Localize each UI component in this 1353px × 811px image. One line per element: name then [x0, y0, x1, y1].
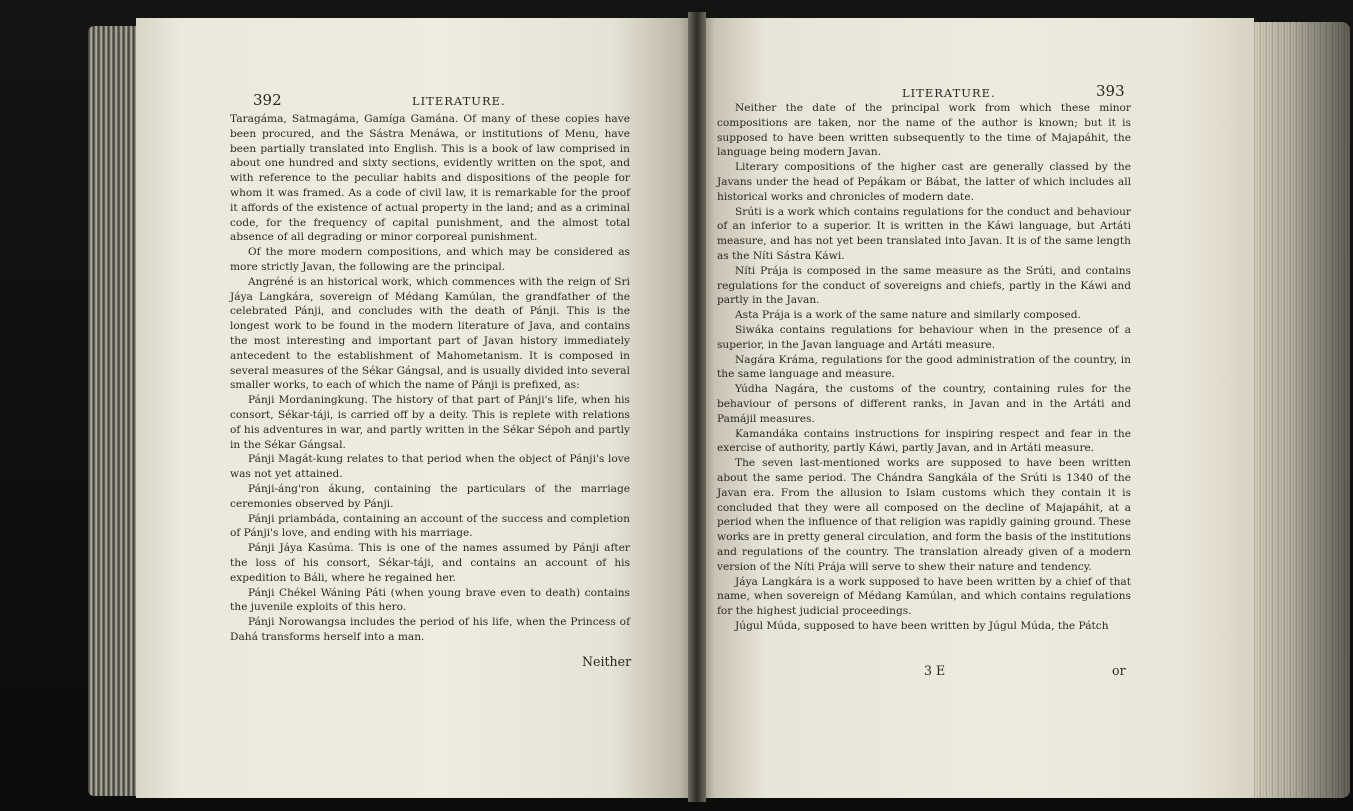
paragraph: Siwáka contains regulations for behaviour when in the presence of a superior, in the Javan language and Artáti measure. [717, 323, 1131, 351]
paragraph: Yúdha Nagára, the customs of the country, containing rules for the behaviour of persons of different ranks, in Javan and in the Artáti and Pamájil measures. [717, 383, 1131, 425]
paragraph: Srúti is a work which contains regulations for the conduct and behaviour of an inferior to a superior. It is written in the Káwi language, but Artáti measure, and has not yet been translated into Javan. It is of the same length as the Níti Sástra Káwi. [717, 205, 1131, 262]
paragraph: Pánji Jáya Kasúma. This is one of the names assumed by Pánji after the loss of his consort, Sékar-táji, and contains an account of his expedition to Báli, where he regained her. [230, 542, 630, 584]
paragraph: Pánji priambáda, containing an account of the success and completion of Pánji's love, and ending with his marriage. [230, 512, 630, 540]
paragraph: Júgul Múda, supposed to have been written by Júgul Múda, the Pátch [735, 619, 1109, 632]
paragraph: Neither the date of the principal work from which these minor compositions are taken, nor the name of the author is known; but it is supposed to have been written subsequently to the time of Majapáhit, the language being modern Javan. [717, 102, 1131, 159]
right-page-text [717, 101, 1131, 634]
right-signature-mark: 3 E [924, 663, 946, 678]
paragraph: Taragáma, Satmagáma, Gamíga Gamána. Of many of these copies have been procured, and the Sástra Menáwa, or institutions of Menu, have been partially translated into English. This is a book of law comprised in about one hundred and sixty sections, evidently written on the spot, and with reference to the peculiar habits and dispositions of the people for whom it was framed. As a code of civil law, it is remarkable for the proof it affords of the existence of actual property in the land; and as a criminal code, for the frequency of capital punishment, and the almost total absence of all degrading or minor corporeal punishment. [230, 113, 630, 244]
right-page-number: 393 [1096, 82, 1125, 100]
left-page-number: 392 [253, 91, 282, 109]
right-catchword: or [1112, 663, 1126, 678]
paragraph: Jáya Langkára is a work supposed to have been written by a chief of that name, when sovereign of Médang Kamúlan, and which contains regulations for the highest judicial proceedings. [717, 575, 1131, 618]
paragraph: Asta Prája is a work of the same nature and similarly composed. [735, 309, 1081, 322]
paragraph: Pánji Magát-kung relates to that period when the object of Pánji's love was not yet attained. [230, 453, 630, 481]
right-running-head: LITERATURE. [902, 86, 996, 100]
paragraph: Literary compositions of the higher cast are generally classed by the Javans under the head of Pepákam or Bábat, the latter of which includes all historical works and chronicles of modern date. [717, 161, 1131, 203]
right-page-edges [1250, 22, 1350, 798]
left-page-edges [88, 26, 140, 796]
left-catchword: Neither [582, 654, 632, 669]
paragraph: Níti Prája is composed in the same measure as the Srúti, and contains regulations for the conduct of sovereigns and chiefs, partly in the Káwi and partly in the Javan. [717, 264, 1131, 307]
left-page-text [230, 112, 630, 645]
paragraph: The seven last-mentioned works are supposed to have been written about the same period. The Chándra Sangkála of the Srúti is 1340 of the Javan era. From the allusion to Islam customs which they contain it is concluded that they were all composed on the decline of Majapáhit, at a period when the influence of that religion was rapidly gaining ground. These works are in pretty general circulation, and form the basis of the institutions and regulations of the country. The translation already given of a modern version of the Níti Prája will serve to shew their nature and tendency. [717, 457, 1131, 573]
paragraph: Angréné is an historical work, which commences with the reign of Sri Jáya Langkára, sovereign of Médang Kamúlan, the grandfather of the celebrated Pánji, and concludes with the death of Pánji. This is the longest work to be found in the modern literature of Java, and contains the most interesting and important part of Javan history immediately antecedent to the establishment of Mahometanism. It is composed in several measures of the Sékar Gángsal, and is usually divided into several smaller works, to each of which the name of Pánji is prefixed, as: [230, 275, 630, 392]
paragraph: Nagára Kráma, regulations for the good administration of the country, in the same language and measure. [717, 353, 1131, 381]
paragraph: Pánji Chékel Wáning Páti (when young brave even to death) contains the juvenile exploits of this hero. [230, 586, 630, 614]
left-running-head: LITERATURE. [412, 94, 506, 108]
paragraph: Of the more modern compositions, and which may be considered as more strictly Javan, the following are the principal. [230, 246, 630, 273]
paragraph: Pánji Norowangsa includes the period of his life, when the Princess of Dahá transforms herself into a man. [230, 616, 630, 643]
paragraph: Pánji-áng'ron ákung, containing the particulars of the marriage ceremonies observed by Pánji. [230, 482, 630, 510]
paragraph: Kamandáka contains instructions for inspiring respect and fear in the exercise of authority, partly Káwi, partly Javan, and in Artáti measure. [717, 427, 1131, 455]
paragraph: Pánji Mordaningkung. The history of that part of Pánji's life, when his consort, Sékar-táji, is carried off by a deity. This is replete with relations of his adventures in war, and partly written in the Sékar Sépoh and partly in the Sékar Gángsal. [230, 394, 630, 451]
book-gutter [688, 12, 706, 802]
